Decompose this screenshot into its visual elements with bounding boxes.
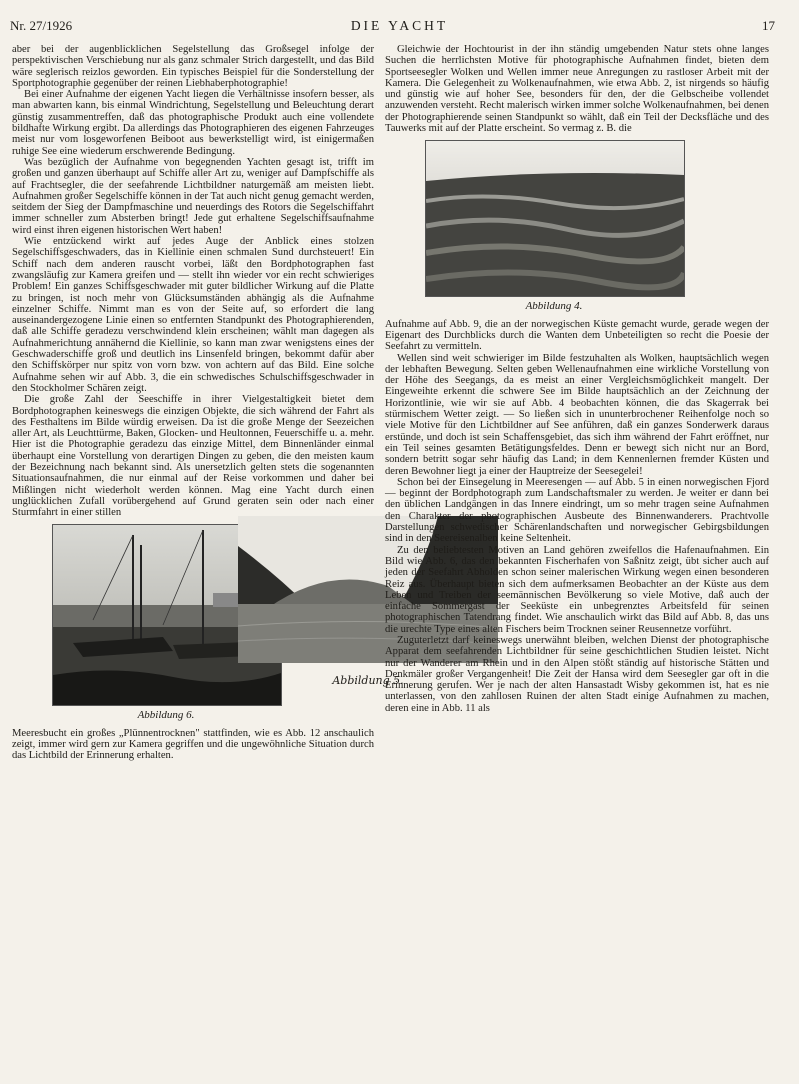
magazine-title: DIE YACHT xyxy=(350,18,449,33)
paragraph: aber bei der augenblicklichen Segelstellung das Großsegel infolge der perspektivischen Verschiebung nur als ganz schmaler Strich dargestellt, und das Bild wäre seglerisch reizlos geworden. Ein typisches Beispiel für die Sonderstellung der Sportphotographie gegenüber der reinen Liebhaberphotographie! xyxy=(12,44,374,89)
paragraph: Schon bei der Einsegelung in Meeresengen — auf Abb. 5 in einen norwegischen Fjord — beginnt der Bordphotograph zum Landschaftsmaler zu werden. Je weiter er dann bei den üblichen Landgängen in das Innere eindringt, um so mehr tragen seine Aufnahmen den Charakter der photographischen Ausbeute des Binnenwanderers. Prachtvolle Darstellungen schwedischer Schärenlandschaften und norwegischer Gebirgsbildungen sind in den Seereisenalben keine Seltenheit. xyxy=(385,476,769,545)
paragraph: Zuguterletzt darf keineswegs unerwähnt bleiben, welchen Dienst der photographische Apparat dem seefahrenden Lichtbildner für seine geschichtlichen Studien leistet. Nicht nur der Wanderer am Rhein und in den Alpen stößt ständig auf historische Stätten und Denkmäler großer Vergangenheit! Die Zeit der Hansa wird dem Seesegler gar oft in die Erinnerung gerufen. Wer je nach der alten Hansastadt Wisby gekommen ist, hat es nie unterlassen, von den zahllosen Ruinen der alten Stadt einige Aufnahmen zu machen, deren eine in Abb. 11 als xyxy=(385,634,769,714)
figure-6-caption: Abbildung 6. xyxy=(137,709,195,722)
figure-5-caption: Abbildung 5. xyxy=(332,674,404,687)
paragraph: Wie entzückend wirkt auf jedes Auge der Anblick eines stolzen Segelschiffsgeschwaders, das in Kiellinie einen schmalen Sund durchsteuert! Ein Schiff nach dem anderen rauscht vorbei, läßt den Bordphotographen fast zwangsläufig zur Kamera greifen und — stellt ihn wieder vor ein recht schwieriges Problem! Ein ganzes Schiffsgeschwader mit guter bildlicher Wirkung auf die Platte zu bringen, ist noch mehr von Glücksumständen abhängig als die Aufnahme einzelner Schiffe. Nimmt man es von der Seite auf, so erfordert die lang auseinandergezogene Linie einen so entfernten Standpunkt des Photographierenden, daß alle Schiffe geradezu verschwindend klein erscheinen; wählt man dagegen als Aufnahmerichtung annähernd die Kiellinie, so kann man zwar wenigstens eines der Geschwaderschiffe groß und deutlich ins Linsenfeld bringen, bekommt dafür aber den Schiffskörper nur spitz von vorn bzw. von achtern auf das Bild. Eine solche Aufnahme sehen wir auf Abb. 3, die ein schwedisches Schulschiffsgeschwader in den Stockholmer Schären zeigt. xyxy=(12,236,374,394)
waves-photo-graphic xyxy=(426,141,684,296)
issue-number: Nr. 27/1926 xyxy=(10,18,73,33)
paragraph: Die große Zahl der Seeschiffe in ihrer Vielgestaltigkeit bietet dem Bordphotographen keineswegs die einzigen Objekte, die sich während der Fahrt als des Festhaltens im Bilde würdig erweisen. Da ist die große Menge der Seezeichen aller Art, als Leuchttürme, Baken, Glocken- und Heultonnen, Feuerschiffe u. a. mehr. Hier ist die Photographie geradezu das einzige Mittel, dem Binnenländer einmal überhaupt eine Vorstellung von derartigen Dingen zu geben, die den meisten kaum der Bezeichnung nach bekannt sind. Als unersetzlich gelten stets die sogenannten Situationsaufnahmen, die nur einmal auf der Reise vorkommen und daher bei Mißlingen nicht wiederholt werden können. Mag eine Yacht durch einen unglücklichen Zufall vorübergehend auf Grund geraten sein oder nach einer Sturmfahrt in einer stillen xyxy=(12,394,374,519)
paragraph: Was bezüglich der Aufnahme von begegnenden Yachten gesagt ist, trifft im großen und ganzen überhaupt auf Schiffe aller Art zu, weniger auf Dampfschiffe als auf Frachtsegler, die der seefahrende Lichtbildner naturgemäß am meisten liebt. Aufnahmen großer Segelschiffe können in der Tat auch nicht genug gemacht werden, seitdem der Sieg der Dampfmaschine und neuerdings des Rotors die Segelschiffahrt immer schneller zum Absterben bringt! Jede gut erhaltene Segelschiffsaufnahme wird einst ihren eigenen historischen Wert haben! xyxy=(12,156,374,236)
right-column xyxy=(385,44,769,714)
paragraph: Bei einer Aufnahme der eigenen Yacht liegen die Verhältnisse insofern besser, als man abwarten kann, bis einmal Windrichtung, Segelstellung und Beleuchtung derart günstig zusammentreffen, daß das photographische Produkt auch eine vollendete bildhafte Wirkung ergibt. Da allerdings das Photographieren des eigenen Fahrzeuges meist nur vom losgeworfenen Beiboot aus bewerkstelligt wird, ist einigermaßen ruhige See eine wiederum erschwerende Bedingung. xyxy=(12,89,374,157)
figure-4-caption: Abbildung 4. xyxy=(525,300,583,313)
paragraph: Aufnahme auf Abb. 9, die an der norwegischen Küste gemacht wurde, gerade wegen der Eigenart des Durchblicks durch die Wanten dem Unbeteiligten so recht die Poesie der Seefahrt zu vermitteln. xyxy=(385,318,769,353)
figure-4 xyxy=(425,140,683,312)
paragraph: Gleichwie der Hochtourist in der ihn ständig umgebenden Natur stets ohne langes Suchen die herrlichsten Motive für photographische Aufnahmen findet, bieten dem Sportseesegler Wolken und Wellen immer neue Anregungen zu rastloser Arbeit mit der Kamera. Die Gelegenheit zu Wolkenaufnahmen, wie etwa Abb. 2, ist nirgends so häufig und günstig wie auf hoher See, besonders für den, der die Gelbscheibe vollendet anzuwenden versteht. Recht malerisch wirken immer solche Wolkenaufnahmen, bei denen der Photographierende seinen Standpunkt so wählt, daß ein Teil der Decksfläche und des Tauwerks mit auf der Platte erscheint. So vermag z. B. die xyxy=(385,44,769,135)
paragraph: Meeresbucht ein großes „Plünnentrocknen" stattfinden, wie es Abb. 12 anschaulich zeigt, immer wird gern zur Kamera gegriffen und die ungewöhnliche Situation durch das Lichtbild der Erinnerung erhalten. xyxy=(12,727,374,762)
waves-photo xyxy=(425,140,685,297)
paragraph: Wellen sind weit schwieriger im Bilde festzuhalten als Wolken, hauptsächlich wegen der lebhaften Bewegung. Selten geben Wellenaufnahmen eine wirkliche Vorstellung von der Höhe des Seegangs, da es meist an einer Vergleichsmöglichkeit mangelt. Der Eingeweihte erkennt die schwere See im Bilde hauptsächlich an der Zeichnung der Horizontlinie, wie wir sie auf Abb. 4 beobachten können, die das Skagerrak bei stürmischem Wetter zeigt. — So ließen sich in ununterbrochener Reihenfolge noch so viele Motive für den Lichtbildner auf See anführen, daß ein ganzes Sonderwerk daraus erstünde, und doch ist sein Schaffensgebiet, das sich ihm während der Fahrt eröffnet, nur ein Teil seines gesamten Betätigungsfeldes. Denn er bewegt sich nicht nur an Bord, sondern betritt sogar sehr häufig das Land; in dem Kennenlernen fremder Küsten und deren Bewohner liegt ja einer der Hauptreize der Seesegelei! xyxy=(385,352,769,477)
page-number: 17 xyxy=(762,18,775,33)
paragraph: Zu den beliebtesten Motiven an Land gehören zweifellos die Hafenaufnahmen. Ein Bild wie Abb. 6, das den bekannten Fischerhafen von Saßnitz zeigt, übt sicher auch auf jeden der Seefahrt Abholden schon seiner malerischen Wirkung wegen einen besonderen Reiz aus. Überhaupt bieten sich dem aufmerksamen Beobachter an der Küste aus dem Leben und Treiben der seemännischen Bevölkerung so viele Motive, daß auch der einfache Sommergast der Seeküste ein unbegrenztes Arbeitsfeld für seinen photographischen Tatendrang findet. Wie anschaulich wirkt das Bild auf Abb. 8, das uns die urechte Type eines alten Fischers beim Trocknen seiner Reusennetze vorführt. xyxy=(385,544,769,635)
